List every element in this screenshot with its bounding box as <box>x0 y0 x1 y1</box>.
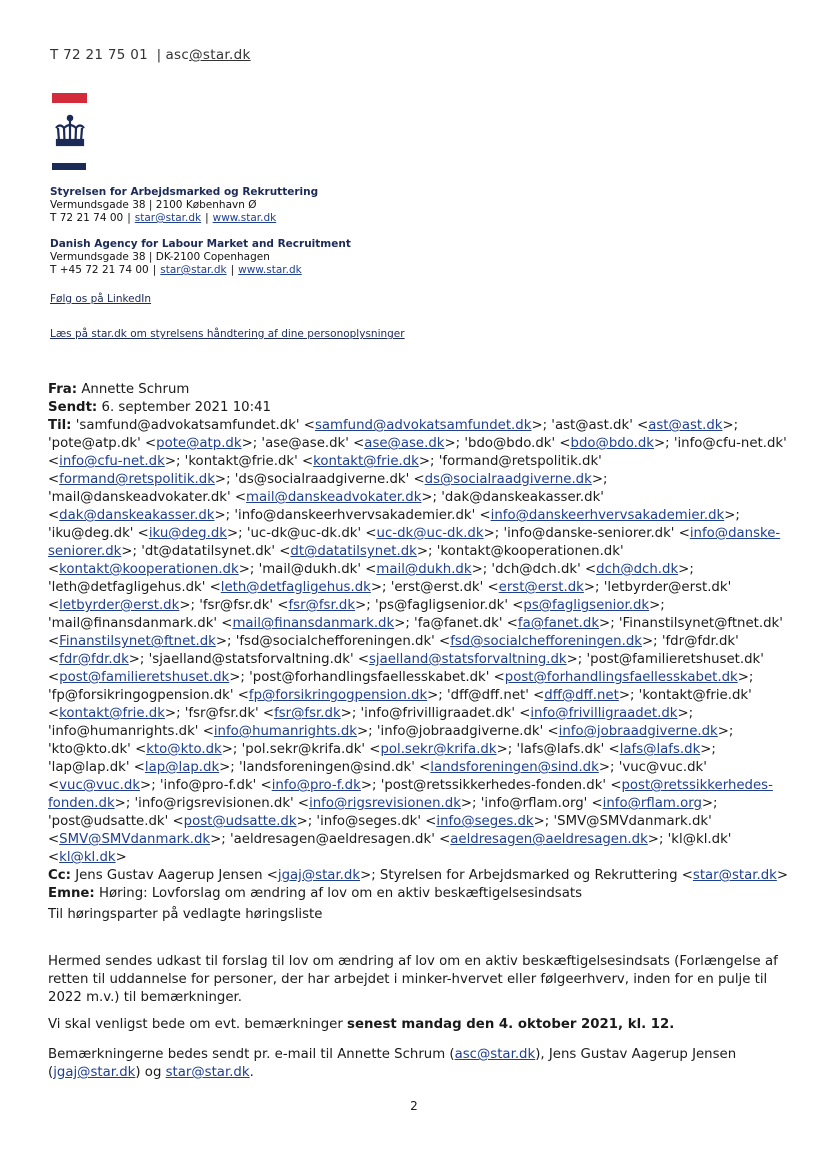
recipient-name: 'info@humanrights.dk' <box>48 724 199 739</box>
recipient-entry: 'dch@dch.dk' <dch@dch.dk>; <box>491 562 694 577</box>
recipient-name: 'letbyrder@erst.dk' <box>603 580 732 595</box>
recipient-entry: 'dak@danskeakasser.dk' <dak@danskeakasser.dk>; <box>48 490 604 523</box>
recipient-email-link[interactable]: ast@ast.dk <box>648 418 723 433</box>
deadline-text: Vi skal venligst bede om evt. bemærkninger <box>48 1017 348 1032</box>
recipient-name: 'post@retssikkerhedes-fonden.dk' <box>380 778 607 793</box>
recipient-name: 'erst@erst.dk' <box>390 580 484 595</box>
recipient-entry: 'letbyrder@erst.dk' <letbyrder@erst.dk>; <box>48 580 732 613</box>
body-paragraph-1: Hermed sendes udkast til forslag til lov om ændring af lov om en aktiv beskæftigelsesindsats (Forlængelse af retten til uddannelse for personer, der har arbejdet i minker-hvervet eller følgeerhverv, inden for en pulje til 2022 m.v.) til bemærkninger. <box>48 954 778 1005</box>
recipient-entry: 'uc-dk@uc-dk.dk' <uc-dk@uc-dk.dk>; <box>246 526 504 541</box>
recipient-entry: Jens Gustav Aagerup Jensen <jgaj@star.dk>; <box>75 868 380 883</box>
recipient-name: 'info@cfu-net.dk' <box>673 436 787 451</box>
recipient-entry: 'kl@kl.dk' <kl@kl.dk> <box>48 832 732 865</box>
recipient-entry: 'sjaelland@statsforvaltning.dk' <sjaelland@statsforvaltning.dk>; <box>148 652 587 667</box>
recipient-email-link[interactable]: jgaj@star.dk <box>277 868 361 883</box>
org-contact-english: T +45 72 21 74 00 | star@star.dk | www.star.dk <box>50 264 302 276</box>
recipient-name: 'leth@detfagligehus.dk' <box>48 580 206 595</box>
subject-label: Emne: <box>48 886 95 901</box>
recipient-entry: 'vuc@vuc.dk' <vuc@vuc.dk>; <box>48 760 707 793</box>
recipient-email-link[interactable]: pol.sekr@krifa.dk <box>380 742 497 757</box>
recipient-name: 'landsforeningen@sind.dk' <box>239 760 415 775</box>
recipient-name: 'kontakt@frie.dk' <box>184 454 298 469</box>
recipient-email-link[interactable]: samfund@advokatsamfundet.dk <box>314 418 532 433</box>
org-web-english[interactable]: www.star.dk <box>238 264 302 276</box>
recipient-entry: 'kontakt@frie.dk' <kontakt@frie.dk>; <box>48 688 752 721</box>
recipient-name: 'aeldresagen@aeldresagen.dk' <box>229 832 435 847</box>
recipient-entry: 'leth@detfagligehus.dk' <leth@detfagligehus.dk>; <box>48 580 391 595</box>
recipient-entry: 'kontakt@frie.dk' <kontakt@frie.dk>; <box>184 454 439 469</box>
recipient-name: 'dt@datatilsynet.dk' <box>141 544 276 559</box>
recipient-name: 'post@udsatte.dk' <box>48 814 169 829</box>
send-to-text-mid2: ) og <box>135 1065 166 1080</box>
recipient-entry: 'info@rflam.org' <info@rflam.org>; <box>480 796 718 811</box>
recipient-name: 'dch@dch.dk' <box>491 562 581 577</box>
recipient-entry: 'fsd@socialchefforeningen.dk' <fsd@socialchefforeningen.dk>; <box>235 634 662 649</box>
recipient-name: 'post@forhandlingsfaellesskabet.dk' <box>249 670 490 685</box>
recipient-name: 'info@seges.dk' <box>316 814 421 829</box>
recipient-entry: 'fsr@fsr.dk' <fsr@fsr.dk>; <box>184 706 361 721</box>
linkedin-link[interactable]: Følg os på LinkedIn <box>50 293 152 305</box>
email-cc-row <box>48 867 788 885</box>
recipient-email-link[interactable]: pote@atp.dk <box>156 436 242 451</box>
recipient-entry: 'ase@ase.dk' <ase@ase.dk>; <box>261 436 465 451</box>
recipient-name: 'info@frivilligraadet.dk' <box>360 706 515 721</box>
recipient-name: 'vuc@vuc.dk' <box>618 760 707 775</box>
recipient-email-link[interactable]: info@pro-f.dk <box>271 778 361 793</box>
header-email-link[interactable]: @star.dk <box>189 47 251 63</box>
recipient-entry: 'fa@fanet.dk' <fa@fanet.dk>; <box>414 616 619 631</box>
from-value: Annette Schrum <box>81 382 190 397</box>
recipient-entry: 'info@frivilligraadet.dk' <info@frivilligraadet.dk>; <box>360 706 694 721</box>
recipient-email-link[interactable]: lap@lap.dk <box>144 760 220 775</box>
send-to-text-mid: ), Jens Gustav Aagerup Jensen ( <box>48 1047 737 1080</box>
recipient-name: Styrelsen for Arbejdsmarked og Rekruttering <box>379 868 678 883</box>
recipient-entry: 'dff@dff.net' <dff@dff.net>; <box>447 688 639 703</box>
header-phone: T 72 21 75 01 <box>50 47 149 63</box>
header-contact-line <box>50 47 251 63</box>
crown-icon <box>52 114 88 148</box>
recipient-email-link[interactable]: vuc@vuc.dk <box>59 778 141 793</box>
recipient-entry: 'lap@lap.dk' <lap@lap.dk>; <box>48 760 240 775</box>
recipient-entry: 'SMV@SMVdanmark.dk' <SMV@SMVdanmark.dk>; <box>48 814 712 847</box>
recipient-entry: 'formand@retspolitik.dk' <formand@retspolitik.dk>; <box>48 454 602 487</box>
recipient-email-link[interactable]: post@forhandlingsfaellesskabet.dk <box>504 670 738 685</box>
recipient-email-link[interactable]: mail@danskeadvokater.dk <box>246 490 422 505</box>
recipient-entry: 'dt@datatilsynet.dk' <dt@datatilsynet.dk>; <box>141 544 437 559</box>
recipient-name: 'kontakt@frie.dk' <box>638 688 752 703</box>
recipient-name: 'dak@danskeakasser.dk' <box>441 490 604 505</box>
recipient-email-link[interactable]: aeldresagen@aeldresagen.dk <box>450 832 648 847</box>
recipient-name: 'fsd@socialchefforeningen.dk' <box>235 634 435 649</box>
recipient-name: 'info@rigsrevisionen.dk' <box>134 796 294 811</box>
recipient-name: 'ase@ase.dk' <box>261 436 349 451</box>
org-web-danish[interactable]: www.star.dk <box>212 212 277 224</box>
org-address-danish: Vermundsgade 38 | 2100 København Ø <box>50 199 257 211</box>
recipient-name: 'pote@atp.dk' <box>48 436 141 451</box>
recipient-name: 'info@pro-f.dk' <box>159 778 257 793</box>
recipient-name: 'uc-dk@uc-dk.dk' <box>246 526 362 541</box>
recipient-email-link[interactable]: iku@deg.dk <box>148 526 227 541</box>
recipient-entry: 'aeldresagen@aeldresagen.dk' <aeldresagen@aeldresagen.dk>; <box>229 832 668 847</box>
recipient-email-link[interactable]: uc-dk@uc-dk.dk <box>376 526 484 541</box>
recipient-name: 'post@familieretshuset.dk' <box>586 652 764 667</box>
recipient-entry: 'post@retssikkerhedes-fonden.dk' <post@retssikkerhedes-fonden.dk>; <box>48 778 773 811</box>
recipient-entry: 'mail@dukh.dk' <mail@dukh.dk>; <box>258 562 492 577</box>
send-to-text-end: . <box>249 1065 254 1080</box>
recipient-entry: 'fp@forsikringogpension.dk' <fp@forsikringogpension.dk>; <box>48 688 448 703</box>
org-email-danish[interactable]: star@star.dk <box>134 212 202 224</box>
recipient-name: 'iku@deg.dk' <box>48 526 134 541</box>
recipient-name: 'fsr@fsr.dk' <box>184 706 259 721</box>
from-label: Fra: <box>48 382 78 397</box>
logo-blue-bar <box>52 163 86 170</box>
recipient-entry: 'pote@atp.dk' <pote@atp.dk>; <box>48 436 262 451</box>
recipient-entry: 'fdr@fdr.dk' <fdr@fdr.dk>; <box>48 634 739 667</box>
org-name-english: Danish Agency for Labour Market and Recruitment <box>50 238 351 250</box>
email-sent-row <box>48 399 788 417</box>
recipient-entry: 'ds@socialraadgiverne.dk' <ds@socialraadgiverne.dk>; <box>234 472 608 487</box>
recipient-email-link[interactable]: fp@forsikringogpension.dk <box>248 688 428 703</box>
jgaj-email-link[interactable]: jgaj@star.dk <box>53 1065 136 1080</box>
body-paragraph-2 <box>48 1016 788 1034</box>
recipient-email-link[interactable]: sjaelland@statsforvaltning.dk <box>368 652 567 667</box>
greeting: Til høringsparter på vedlagte høringsliste <box>48 907 323 922</box>
recipient-entry: 'landsforeningen@sind.dk' <landsforeningen@sind.dk>; <box>239 760 619 775</box>
email-to-row <box>48 417 788 867</box>
org-block-english <box>50 238 351 277</box>
email-header <box>48 381 788 903</box>
recipient-name: 'formand@retspolitik.dk' <box>438 454 602 469</box>
recipient-entry: 'iku@deg.dk' <iku@deg.dk>; <box>48 526 247 541</box>
recipient-email-link[interactable]: info@humanrights.dk <box>213 724 357 739</box>
recipient-entry: 'post@forhandlingsfaellesskabet.dk' <post@forhandlingsfaellesskabet.dk>; <box>249 670 754 685</box>
subject-value: Høring: Lovforslag om ændring af lov om en aktiv beskæftigelsesindsats <box>98 886 583 901</box>
org-name-danish: Styrelsen for Arbejdsmarked og Rekruttering <box>50 186 319 198</box>
recipient-email-link[interactable]: ase@ase.dk <box>364 436 445 451</box>
recipient-email-link[interactable]: bdo@bdo.dk <box>570 436 654 451</box>
recipient-entry: 'info@danskeerhvervsakademier.dk' <info@danskeerhvervsakademier.dk>; <box>234 508 740 523</box>
org-block-danish <box>50 186 318 225</box>
recipient-entry: 'kontakt@kooperationen.dk' <kontakt@kooperationen.dk>; <box>48 544 624 577</box>
recipient-entry: 'info@rigsrevisionen.dk' <info@rigsrevisionen.dk>; <box>134 796 481 811</box>
recipient-email-link[interactable]: kto@kto.dk <box>146 742 222 757</box>
recipient-name: 'fsr@fsr.dk' <box>199 598 274 613</box>
recipient-name: 'fdr@fdr.dk' <box>661 634 739 649</box>
recipient-entry: 'info@cfu-net.dk' <info@cfu-net.dk>; <box>48 436 787 469</box>
recipient-entry: 'post@udsatte.dk' <post@udsatte.dk>; <box>48 814 317 829</box>
sent-label: Sendt: <box>48 400 98 415</box>
logo-red-bar <box>52 93 87 103</box>
recipient-name: 'mail@finansdanmark.dk' <box>48 616 218 631</box>
cc-label: Cc: <box>48 868 71 883</box>
recipient-email-link[interactable]: info@rflam.org <box>602 796 702 811</box>
recipient-entry: 'fsr@fsr.dk' <fsr@fsr.dk>; <box>199 598 375 613</box>
recipient-email-link[interactable]: fa@fanet.dk <box>517 616 600 631</box>
to-label: Til: <box>48 418 72 433</box>
recipient-entry: 'post@familieretshuset.dk' <post@familieretshuset.dk>; <box>48 652 764 685</box>
recipient-entry: 'info@danske-seniorer.dk' <info@danske-seniorer.dk>; <box>48 526 781 559</box>
org-phone-english: T +45 72 21 74 00 <box>50 264 149 276</box>
recipient-email-link[interactable]: fsr@fsr.dk <box>288 598 356 613</box>
recipient-entry: 'bdo@bdo.dk' <bdo@bdo.dk>; <box>464 436 674 451</box>
recipient-email-link[interactable]: kontakt@frie.dk <box>313 454 419 469</box>
email-subject-row <box>48 885 788 903</box>
recipient-name: 'mail@danskeadvokater.dk' <box>48 490 231 505</box>
recipient-entry: 'mail@danskeadvokater.dk' <mail@danskeadvokater.dk>; <box>48 490 442 505</box>
recipient-list <box>48 418 787 865</box>
recipient-email-link[interactable]: star@star.dk <box>692 868 777 883</box>
recipient-email-link[interactable]: formand@retspolitik.dk <box>59 472 215 487</box>
recipient-name: 'Finanstilsynet@ftnet.dk' <box>618 616 783 631</box>
recipient-entry: 'info@humanrights.dk' <info@humanrights.dk>; <box>48 724 377 739</box>
recipient-entry: 'ps@fagligsenior.dk' <ps@fagligsenior.dk>; <box>374 598 665 613</box>
header-separator: | <box>156 47 162 63</box>
recipient-email-link[interactable]: dch@dch.dk <box>596 562 679 577</box>
recipient-email-link[interactable]: fsr@fsr.dk <box>274 706 341 721</box>
cc-list <box>75 868 788 883</box>
recipient-email-link[interactable]: info@danskeerhvervsakademier.dk <box>490 508 725 523</box>
recipient-email-link[interactable]: leth@detfagligehus.dk <box>220 580 371 595</box>
org-phone-danish: T 72 21 74 00 <box>50 212 124 224</box>
recipient-email-link[interactable]: SMV@SMVdanmark.dk <box>59 832 211 847</box>
recipient-email-link[interactable]: info@danske-seniorer.dk <box>48 526 781 559</box>
recipient-entry: Styrelsen for Arbejdsmarked og Rekruttering <star@star.dk> <box>379 868 789 883</box>
recipient-name: 'kontakt@kooperationen.dk' <box>436 544 624 559</box>
org-contact-danish: T 72 21 74 00 | star@star.dk | www.star.dk <box>50 212 277 224</box>
recipient-name: 'kl@kl.dk' <box>667 832 732 847</box>
send-to-text: Bemærkningerne bedes sendt pr. e-mail til Annette Schrum ( <box>48 1047 455 1062</box>
recipient-entry: 'kto@kto.dk' <kto@kto.dk>; <box>48 742 242 757</box>
recipient-name: 'lap@lap.dk' <box>48 760 130 775</box>
recipient-email-link[interactable]: fsd@socialchefforeningen.dk <box>450 634 642 649</box>
recipient-name: 'kto@kto.dk' <box>48 742 131 757</box>
recipient-name: 'fa@fanet.dk' <box>414 616 503 631</box>
recipient-email-link[interactable]: lafs@lafs.dk <box>619 742 701 757</box>
recipient-email-link[interactable]: erst@erst.dk <box>498 580 584 595</box>
recipient-email-link[interactable]: post@familieretshuset.dk <box>59 670 230 685</box>
recipient-entry: 'info@jobraadgiverne.dk' <info@jobraadgiverne.dk>; <box>376 724 734 739</box>
page-number: 2 <box>410 1099 418 1113</box>
recipient-email-link[interactable]: info@jobraadgiverne.dk <box>558 724 718 739</box>
recipient-name: 'ps@fagligsenior.dk' <box>374 598 508 613</box>
recipient-email-link[interactable]: kl@kl.dk <box>59 850 116 865</box>
recipient-email-link[interactable]: letbyrder@erst.dk <box>59 598 180 613</box>
recipient-name: 'ast@ast.dk' <box>551 418 633 433</box>
recipient-email-link[interactable]: landsforeningen@sind.dk <box>430 760 599 775</box>
recipient-entry: 'lafs@lafs.dk' <lafs@lafs.dk>; <box>516 742 716 757</box>
recipient-name: 'SMV@SMVdanmark.dk' <box>553 814 712 829</box>
recipient-email-link[interactable]: info@rigsrevisionen.dk <box>309 796 461 811</box>
recipient-name: 'pol.sekr@krifa.dk' <box>241 742 366 757</box>
recipient-name: 'info@rflam.org' <box>480 796 588 811</box>
recipient-email-link[interactable]: mail@finansdanmark.dk <box>232 616 395 631</box>
recipient-email-link[interactable]: info@seges.dk <box>436 814 534 829</box>
body-paragraph-3 <box>48 1046 788 1082</box>
recipient-email-link[interactable]: mail@dukh.dk <box>376 562 472 577</box>
recipient-name: 'sjaelland@statsforvaltning.dk' <box>148 652 354 667</box>
recipient-email-link[interactable]: dt@datatilsynet.dk <box>290 544 417 559</box>
sent-value: 6. september 2021 10:41 <box>101 400 272 415</box>
recipient-name: 'ds@socialraadgiverne.dk' <box>234 472 410 487</box>
recipient-entry: 'ast@ast.dk' <ast@ast.dk>; <box>551 418 739 433</box>
recipient-name: 'mail@dukh.dk' <box>258 562 362 577</box>
recipient-email-link[interactable]: dff@dff.net <box>544 688 619 703</box>
recipient-entry: 'pol.sekr@krifa.dk' <pol.sekr@krifa.dk>; <box>241 742 517 757</box>
recipient-name: 'bdo@bdo.dk' <box>464 436 556 451</box>
recipient-email-link[interactable]: ps@fagligsenior.dk <box>523 598 650 613</box>
recipient-email-link[interactable]: post@retssikkerhedes-fonden.dk <box>48 778 773 811</box>
recipient-entry: 'Finanstilsynet@ftnet.dk' <Finanstilsynet@ftnet.dk>; <box>48 616 783 649</box>
recipient-entry: 'info@pro-f.dk' <info@pro-f.dk>; <box>159 778 381 793</box>
recipient-email-link[interactable]: ds@socialraadgiverne.dk <box>424 472 592 487</box>
recipient-name: 'info@jobraadgiverne.dk' <box>376 724 544 739</box>
recipient-email-link[interactable]: Finanstilsynet@ftnet.dk <box>59 634 216 649</box>
org-address-english: Vermundsgade 38 | DK-2100 Copenhagen <box>50 251 270 263</box>
recipient-entry: 'mail@finansdanmark.dk' <mail@finansdanmark.dk>; <box>48 616 415 631</box>
recipient-name: 'lafs@lafs.dk' <box>516 742 605 757</box>
recipient-name: 'dff@dff.net' <box>447 688 529 703</box>
recipient-name: 'info@danskeerhvervsakademier.dk' <box>234 508 476 523</box>
recipient-entry: 'info@seges.dk' <info@seges.dk>; <box>316 814 554 829</box>
recipient-name: 'samfund@advokatsamfundet.dk' <box>75 418 300 433</box>
email-from-row <box>48 381 788 399</box>
recipient-name: 'info@danske-seniorer.dk' <box>503 526 675 541</box>
deadline-bold: senest mandag den 4. oktober 2021, kl. 12. <box>347 1017 675 1032</box>
recipient-email-link[interactable]: info@cfu-net.dk <box>59 454 165 469</box>
recipient-email-link[interactable]: kontakt@kooperationen.dk <box>59 562 239 577</box>
recipient-entry: 'samfund@advokatsamfundet.dk' <samfund@advokatsamfundet.dk>; <box>75 418 552 433</box>
recipient-email-link[interactable]: dak@danskeakasser.dk <box>59 508 215 523</box>
recipient-email-link[interactable]: kontakt@frie.dk <box>59 706 165 721</box>
asc-email-link[interactable]: asc@star.dk <box>454 1047 536 1062</box>
header-email-prefix: asc <box>165 47 190 63</box>
org-email-english[interactable]: star@star.dk <box>160 264 227 276</box>
recipient-email-link[interactable]: fdr@fdr.dk <box>59 652 129 667</box>
recipient-name: Jens Gustav Aagerup Jensen <box>75 868 263 883</box>
recipient-email-link[interactable]: post@udsatte.dk <box>183 814 297 829</box>
recipient-entry: 'erst@erst.dk' <erst@erst.dk>; <box>390 580 604 595</box>
privacy-link[interactable]: Læs på star.dk om styrelsens håndtering af dine personoplysninger <box>50 328 405 340</box>
star-email-link[interactable]: star@star.dk <box>165 1065 250 1080</box>
recipient-name: 'fp@forsikringogpension.dk' <box>48 688 234 703</box>
recipient-email-link[interactable]: info@frivilligraadet.dk <box>530 706 678 721</box>
